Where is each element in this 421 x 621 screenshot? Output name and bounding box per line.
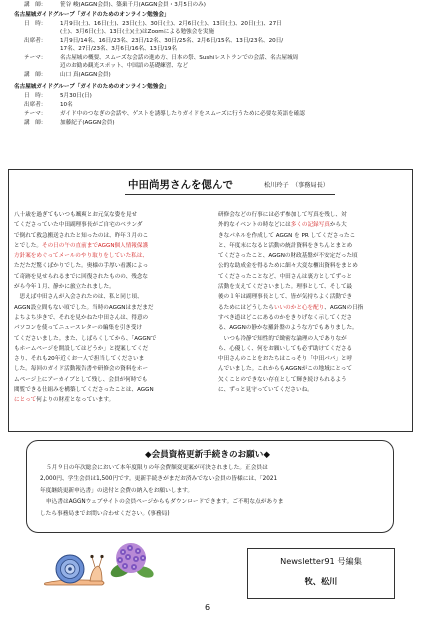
text-segment: てくださったこと、AGGNの財政基盤が不安定だった頃 (218, 253, 358, 260)
memorial-line (14, 231, 206, 241)
memorial-line (14, 220, 206, 230)
group2-dates: 日 時： 5月30日(日) (24, 93, 92, 99)
text-segment: ら、心優しく、何をお願いしても必ず助けてくださる (218, 345, 353, 352)
text-segment: てくださったことなど、中田さんは裏方としてずっと (218, 273, 352, 280)
text-segment: 欠くことのできない存在として輝き続けられるよう (218, 376, 347, 383)
text-segment: 思えば中田さんが入会されたのは、私と同じ頃、 (14, 294, 143, 301)
memorial-line (14, 272, 206, 282)
memorial-line (14, 292, 206, 302)
memorial-line (14, 323, 206, 333)
text-segment: とでした。 (14, 242, 42, 249)
memorial-line (218, 282, 410, 292)
text-segment: 八十歳を過ぎてもいつも颯爽とお元気な姿を見せ (14, 212, 138, 218)
memorial-line (14, 334, 206, 344)
group1-attendance: 出席者： 1月9日/14名、16日/23名、23日/12名、30日/25名、2月6日/15名、13日/23名、20日/ 17名、27日/23名、3月6日/16名、13日/19名 (24, 38, 284, 53)
memorial-line (14, 395, 206, 405)
group1-theme: テーマ： 名古屋城の概要、スムーズな会話の進め方、日本の祭、Sushiレストランでの会話、名古屋城周 辺のお勧め観光スポット、中国語の基礎練習、など (24, 55, 299, 70)
group1-dates: 日 時： 1月9日(土)、16日(土)、23日(土)、30日(土)、2月6日(土)、13日(土)、20日(土)、27日 (土)、3月6日(土)、13日(土)(土)はZoomによる勉強会を実施 (24, 21, 282, 36)
text-segment: て奇跡を見せられるまでに回復されたものの、残念な (14, 273, 149, 280)
highlighted-text: いいのかと心を配り (273, 304, 325, 311)
memorial-line (218, 375, 410, 385)
memorial-line (218, 241, 410, 251)
text-segment: から大 (329, 222, 347, 229)
text-segment: 外的なイベントの時などには (218, 222, 291, 229)
memorial-line (218, 272, 410, 282)
text-segment: パソコンを使ってニュースレターの編集を引き受け (14, 325, 143, 332)
memorial-line (218, 231, 410, 241)
notice-line: 2,000円、学生会員は1,500円です。更新手続きがまだお済みでない会員の皆様には、「2021 (40, 476, 278, 483)
notice-line: ５月９日の年次総会において本年度限りの年会費額変更案が可決されました。正会員は (46, 465, 268, 471)
text-segment: ムページ上にアーカイブとして残し、会員が何時でも (14, 376, 148, 383)
editor-line2: 牧、松川 (304, 576, 338, 586)
text-segment: いつも冷静で知性的で緻密な論理の人でありなが (218, 335, 347, 342)
text-segment: 閲覧できる仕組みを構築してくださったことは、AGGN (14, 387, 154, 394)
memorial-line (14, 251, 206, 261)
lecturer-value: 笹谷 峻(AGGN会員)、築巣千月(AGGN会員・3月5日のみ) (60, 2, 206, 8)
notice-line: 年度継続更新申込書」の送付と会費の納入をお願いします。 (40, 487, 194, 494)
text-segment: ただただ驚くばかりでした。奥様の手厚い看護によっ (14, 263, 149, 270)
text-segment: と、年度末になると活動の統計資料をきちんとまとめ (218, 242, 353, 249)
memorial-line (218, 251, 410, 261)
memorial-line (218, 292, 410, 302)
group1-lecturer: 講 師： 山口 真(AGGN会員) (24, 72, 111, 78)
notice-line: 申込書はAGGNウェブサイトの会員ページからもダウンロードできます。ご不明な点がありま (46, 499, 284, 506)
page-number: 6 (205, 603, 211, 612)
memorial-line (218, 334, 410, 344)
memorial-line (14, 385, 206, 395)
notice-title: ◆会員資格更新手続きのお願い◆ (145, 450, 270, 460)
highlighted-text: にとって (14, 397, 37, 404)
notice-body (40, 463, 385, 520)
memorial-line (14, 313, 206, 323)
memorial-line (218, 323, 410, 333)
text-segment: る、AGGNの静かな羅針盤のような方でもありました。 (218, 325, 358, 332)
text-segment: 、AGGNの日指 (324, 304, 364, 311)
text-segment: てくださいました。また、しばらくしてから、「AGGNで (14, 335, 157, 342)
memorial-line (218, 261, 410, 271)
highlighted-text: 方針案をめぐってメールのやり取りをしていた私は、 (14, 253, 149, 260)
text-segment: した。毎回のガイド活動報告書や研修会の資料をホー (14, 366, 149, 373)
memorial-line (218, 210, 410, 220)
memorial-line (14, 282, 206, 292)
memorial-line (218, 344, 410, 354)
text-segment: 後の１年は副理事長として、皆が気持ちよく活動でき (218, 294, 353, 301)
memorial-author: 松川玲子 （事務局長） (264, 182, 329, 189)
memorial-line (14, 354, 206, 364)
group2-attendance: 出席者： 10名 (24, 102, 73, 108)
text-segment: さり、それも20年近くお一人で担当してくださいま (14, 356, 145, 363)
group2-lecturer: 講 師： 加藤紀子(AGGN会員) (24, 120, 115, 126)
memorial-line (218, 354, 410, 364)
memorial-left-column (14, 210, 206, 406)
memorial-line (14, 241, 206, 251)
text-segment: んでいました。これからもAGGNがこの地域にとって (218, 366, 352, 373)
text-segment: 何よりの財産となっています。 (36, 397, 115, 404)
text-segment: 研修会などの行事には必ず参加して写真を残し、対 (218, 212, 347, 218)
memorial-line (218, 313, 410, 323)
memorial-line (218, 385, 410, 395)
text-segment: AGGN設立間もない頃でした。当時のAGGNはまだまだ (14, 304, 154, 311)
text-segment: 公的な助成金を得るために細々大変な櫃出資料をまとめ (218, 263, 358, 270)
memorial-line (14, 364, 206, 374)
editor-line1: Newsletter91 号編集 (280, 556, 362, 566)
highlighted-text: その日の午の直前までAGGN個人情報保護 (41, 242, 149, 249)
text-segment: 活動を支えてくださいました。理事として、そして最 (218, 284, 353, 291)
text-segment: に、ずっと見守っていてくださいね。 (218, 387, 313, 394)
text-segment: よちよち歩きで、それを見かねた中田さんは、得意の (14, 314, 149, 321)
group1-title: 名古屋城ガイドグループ「ガイドのためのオンライン勉強会」 (14, 12, 170, 18)
snail-head (90, 566, 102, 581)
hydrangea-illustration (107, 536, 157, 584)
group2-title: 名古屋城ガイドグループ「ガイドのためのオンライン勉強会」 (14, 84, 170, 90)
memorial-line (14, 261, 206, 271)
memorial-line (14, 344, 206, 354)
notice-line: したら事務局までお問い合わせください。(事務局) (40, 510, 170, 517)
group2-theme: テーマ： ガイド中のつなぎの会話や、ゲストを誘導したりガイドをスムーズに行うために必要な英語を確認 (24, 111, 305, 117)
lecturer-key: 講 師： (24, 2, 47, 8)
text-segment: きなパネルを作成して AGGN を PR してくださったこ (218, 232, 356, 239)
text-segment: もホームページを開設してはどうか」と提案してくだ (14, 345, 149, 352)
memorial-line (218, 303, 410, 313)
memorial-line (14, 210, 206, 220)
text-segment: すべき道はどこにあるのかをきりげなく示してくださ (218, 314, 353, 321)
title-underline (125, 194, 335, 195)
text-segment: てくださっていた中田副理事長がご自宅のベランダ (14, 222, 143, 229)
highlighted-text: 多くの記録写真 (290, 222, 330, 229)
snail-illustration (42, 544, 108, 586)
text-segment: で倒れて救急搬送されたと知ったのは、昨年３月のこ (14, 232, 149, 239)
memorial-title: 中田尚男さんを偲んで (128, 179, 233, 191)
text-segment: るためにはどうしたら (218, 304, 274, 311)
memorial-right-column (218, 210, 410, 395)
memorial-line (14, 303, 206, 313)
memorial-line (218, 220, 410, 230)
memorial-line (14, 375, 206, 385)
text-segment: 中田さんのことをおたちはこっそり「中田パパ」と呼 (218, 356, 353, 363)
memorial-line (218, 364, 410, 374)
lecturer-line (24, 1, 206, 9)
text-segment: がら今年１月、静かに旅立たれました。 (14, 284, 115, 291)
